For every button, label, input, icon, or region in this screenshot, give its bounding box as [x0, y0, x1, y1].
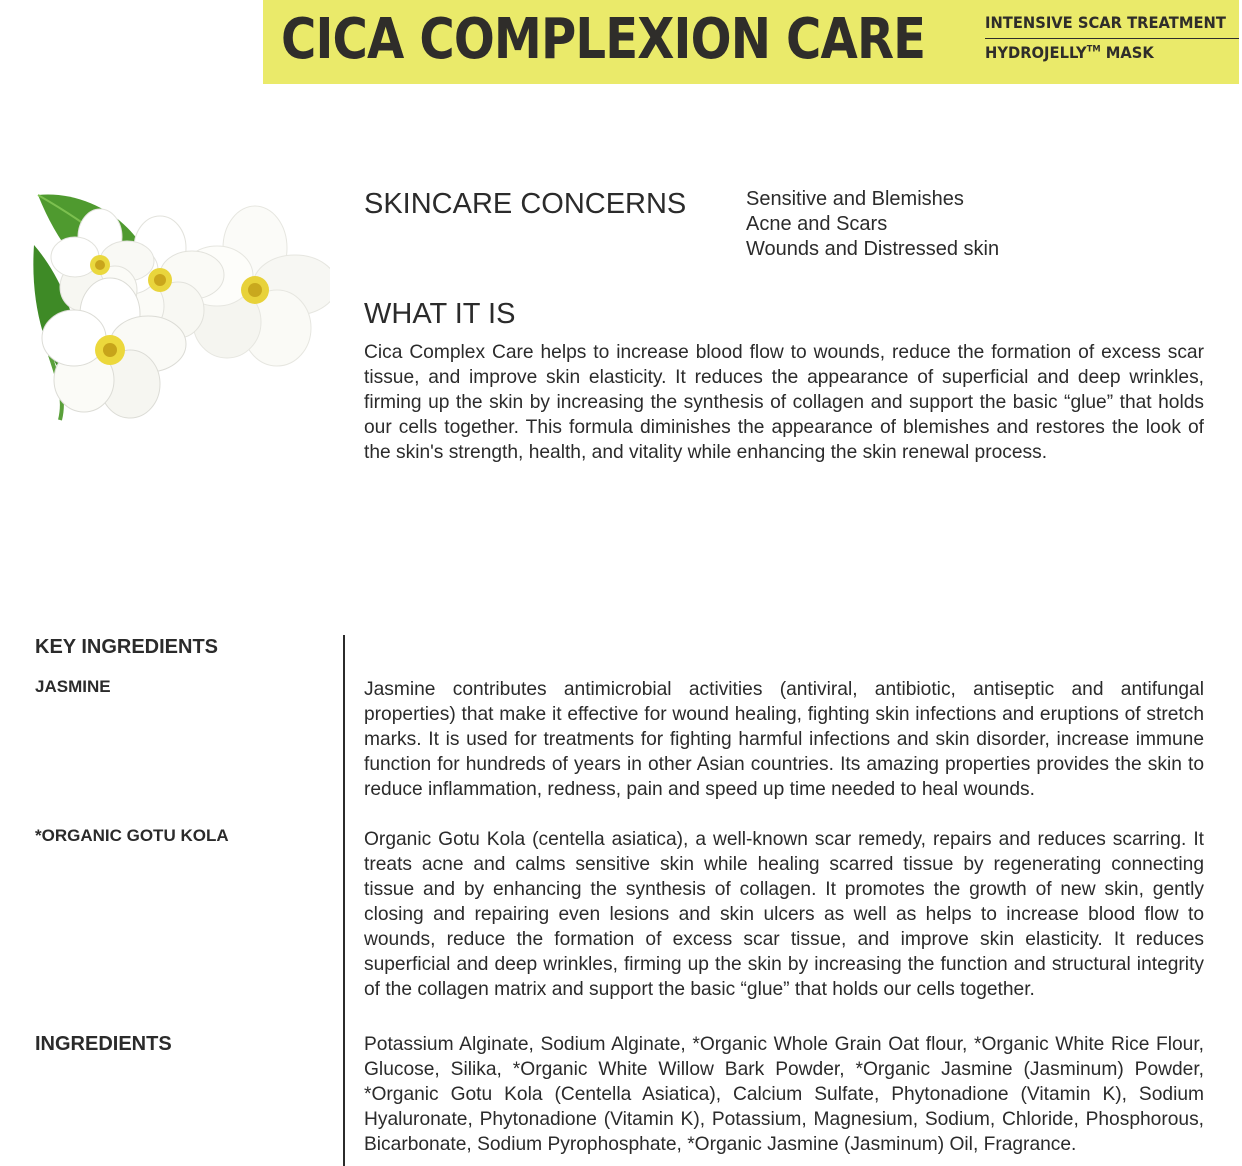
subtitle-product-form: MASK	[1100, 43, 1154, 62]
skincare-concerns-list	[746, 187, 999, 262]
subtitle-line-2	[985, 43, 1219, 62]
what-it-is-heading: WHAT IT IS	[364, 298, 516, 330]
concern-item: Wounds and Distressed skin	[746, 238, 1000, 260]
concern-item: Acne and Scars	[746, 213, 888, 235]
what-it-is-text: Cica Complex Care helps to increase blood flow to wounds, reduce the formation of excess scar tissue, and improve skin elasticity. It reduces the appearance of superficial and deep wrinkles, firming up the skin by increasing the synthesis of collagen and support the basic “glue” that holds our cells together. This formula diminishes the appearance of blemishes and restores the look of the skin's strength, health, and vitality while enhancing the skin renewal process.	[364, 342, 1204, 463]
subtitle-line-1: INTENSIVE SCAR TREATMENT	[985, 13, 1226, 32]
ingredient-description-gotu-kola: Organic Gotu Kola (centella asiatica), a well-known scar remedy, repairs and reduces scarring. It treats acne and calms sensitive skin while healing scarred tissue by regenerating connecting tissue and by enhancing the synthesis of collagen. It promotes the growth of new skin, gently closing and repairing even lesions and skin ulcers as well as helps to increase blood flow to wounds, reduce the formation of excess scar tissue, and improve skin elasticity. It reduces superficial and deep wrinkles, firming up the skin by increasing the function and structural integrity of the collagen matrix and support the basic “glue” that holds our cells together.	[364, 829, 1204, 1000]
key-ingredients-heading: KEY INGREDIENTS	[35, 636, 218, 658]
jasmine-flower-icon	[30, 185, 330, 425]
section-divider	[343, 635, 345, 1166]
ingredient-name-gotu-kola: *ORGANIC GOTU KOLA	[35, 826, 229, 845]
trademark-mark: TM	[1086, 44, 1101, 55]
subtitle-divider	[985, 38, 1239, 39]
ingredient-description-jasmine: Jasmine contributes antimicrobial activities (antiviral, antibiotic, antiseptic and antifungal properties) that make it effective for wound healing, fighting skin infections and eruptions of stretch marks. It is used for treatments for fighting harmful infections and skin disorder, increase immune function for hundreds of years in other Asian countries. Its amazing properties provides the skin to reduce inflammation, redness, pain and speed up time needed to heal wounds.	[364, 679, 1204, 800]
ingredient-name-jasmine: JASMINE	[35, 677, 111, 696]
ingredients-heading: INGREDIENTS	[35, 1033, 172, 1055]
concern-item: Sensitive and Blemishes	[746, 188, 964, 210]
subtitle-product-type: HYDROJELLY	[985, 43, 1087, 62]
brand-title: CICA COMPLEXION CARE	[281, 7, 926, 72]
ingredients-list: Potassium Alginate, Sodium Alginate, *Organic Whole Grain Oat flour, *Organic White Rice Flour, Glucose, Silika, *Organic White Willow Bark Powder, *Organic Jasmine (Jasminum) Powder, *Organic Gotu Kola (Centella Asiatica), Calcium Sulfate, Phytonadione (Vitamin K), Sodium Hyaluronate, Phytonadione (Vitamin K), Potassium, Magnesium, Sodium, Chloride, Phosphorous, Bicarbonate, Sodium Pyrophosphate, *Organic Jasmine (Jasminum) Oil, Fragrance.	[364, 1034, 1204, 1155]
skincare-concerns-heading: SKINCARE CONCERNS	[364, 188, 687, 220]
header-band	[263, 0, 1239, 84]
